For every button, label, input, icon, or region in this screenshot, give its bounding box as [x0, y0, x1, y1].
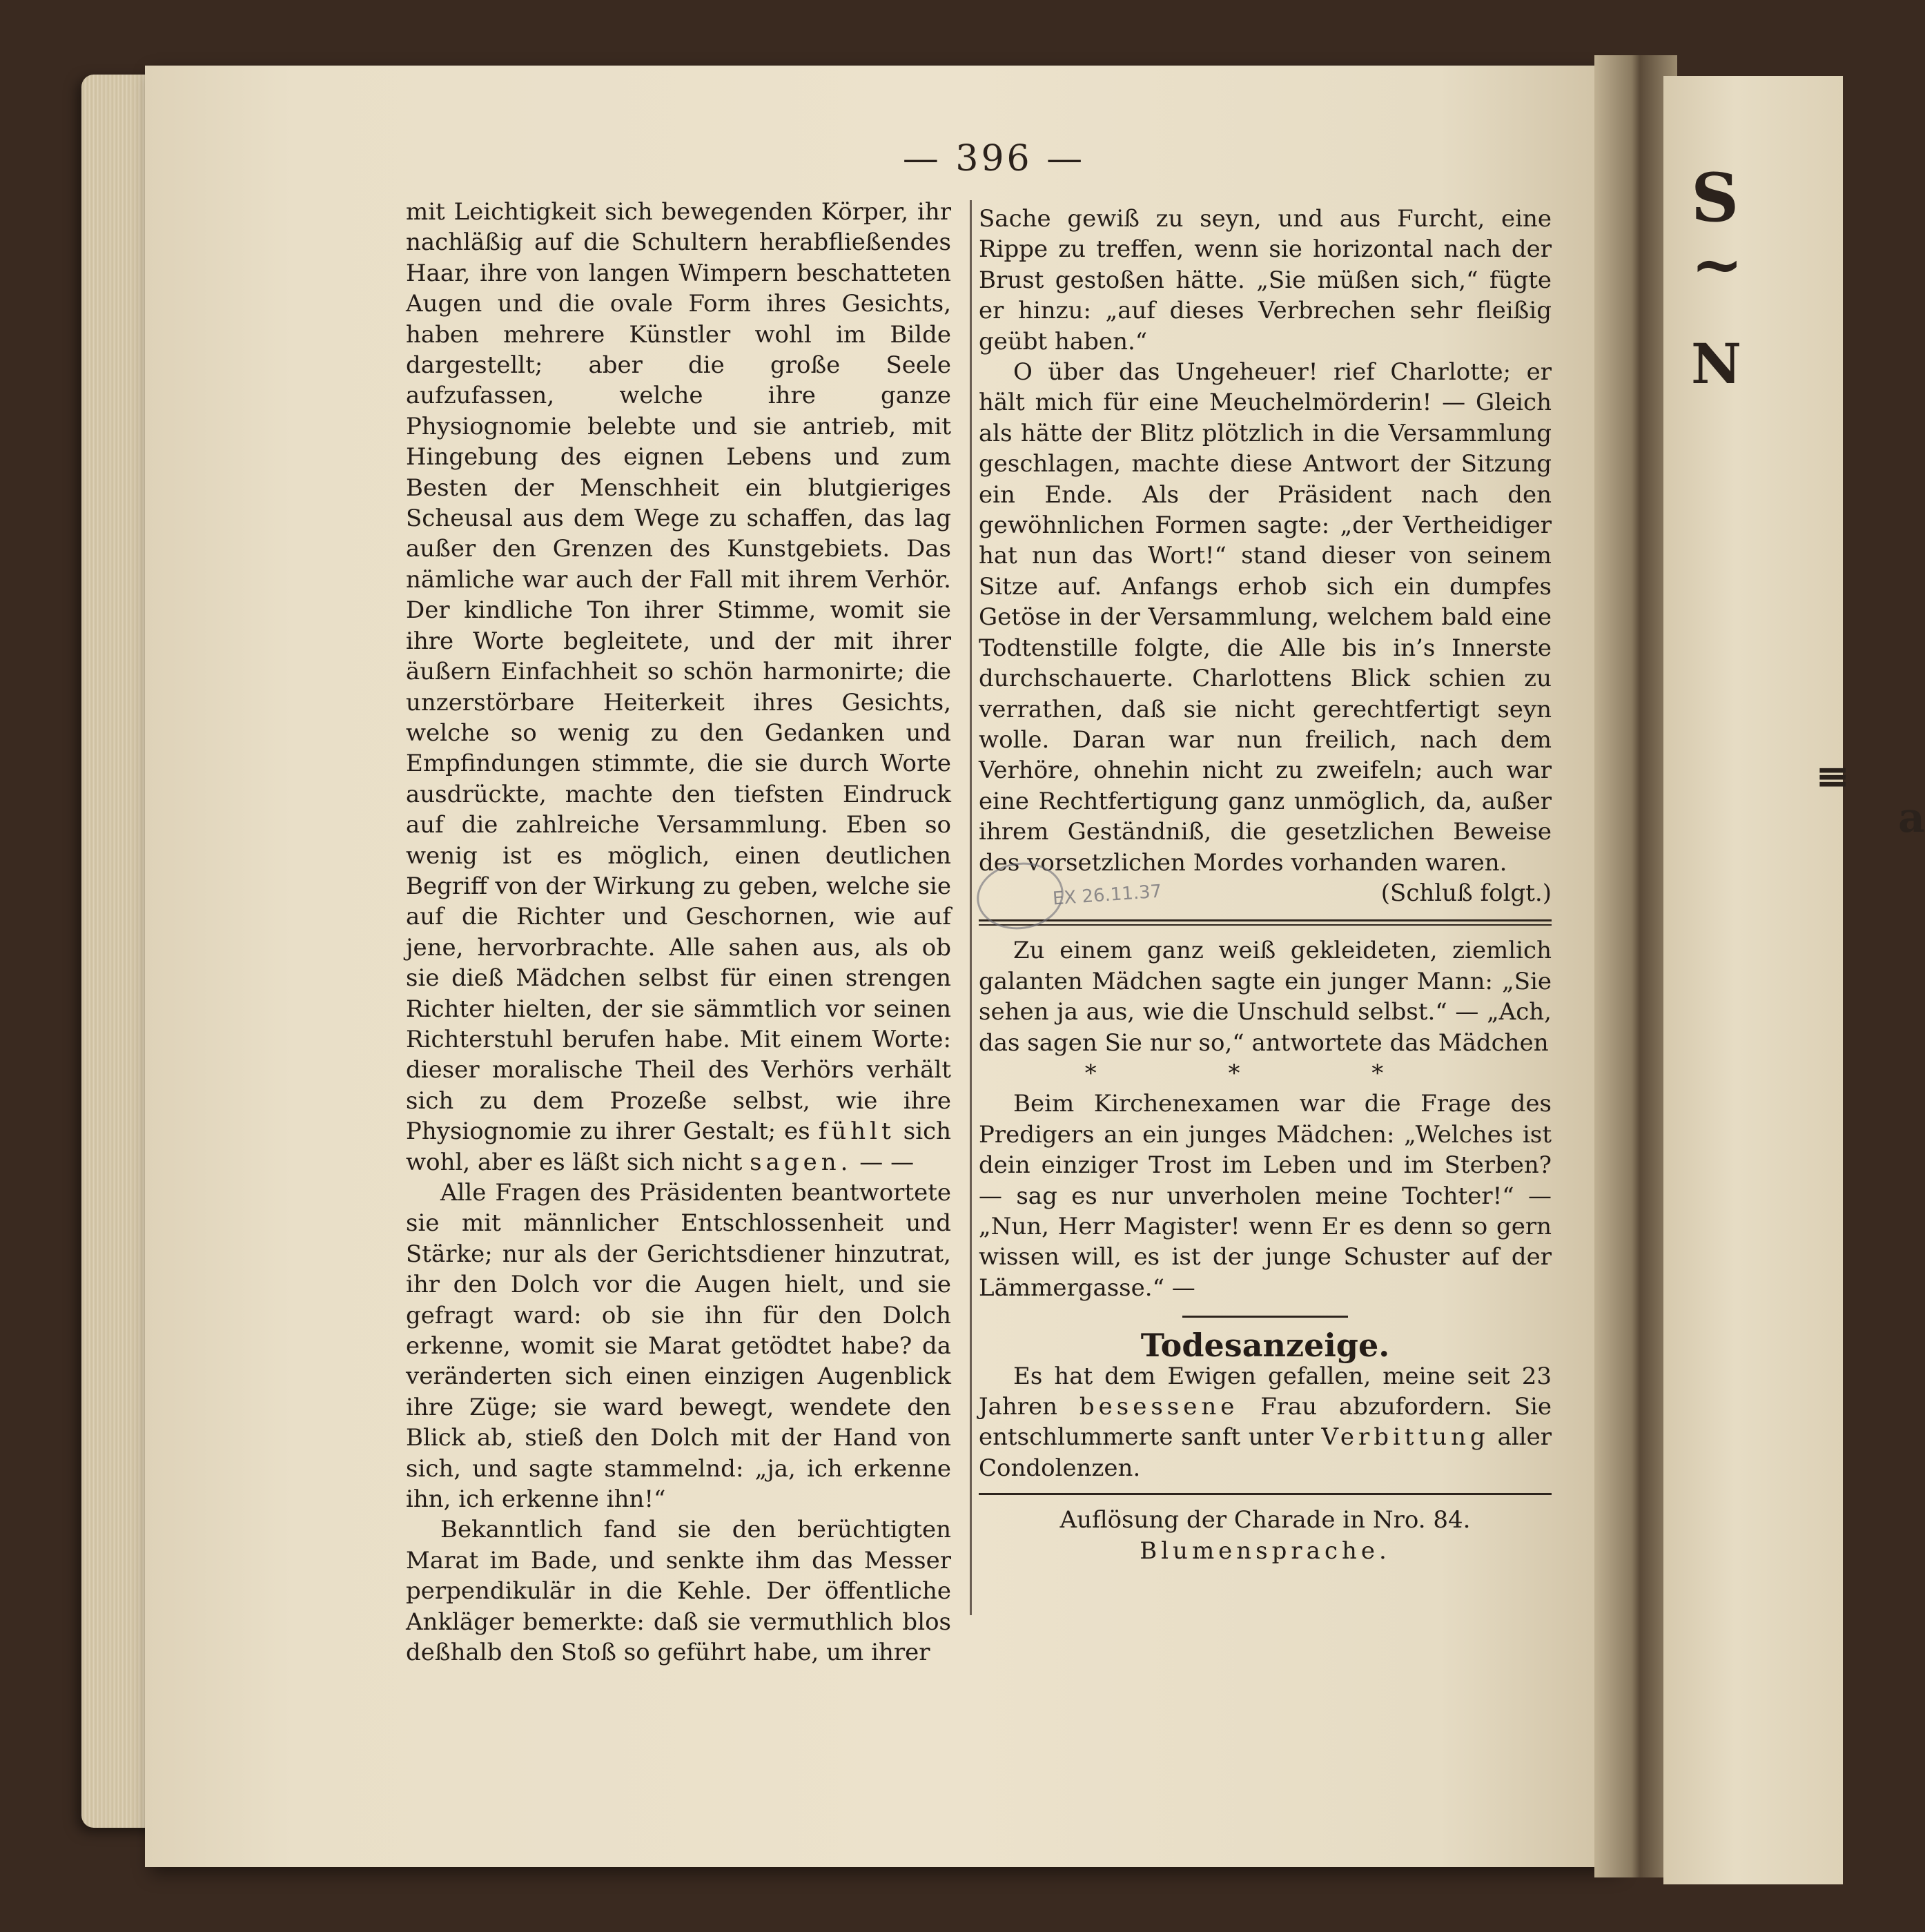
section-divider — [979, 1493, 1552, 1495]
charade-solution-answer: Blumensprache. — [1140, 1536, 1391, 1565]
notice-text: aller Condolenzen. — [979, 1423, 1552, 1482]
emphasized-text: fühlt — [818, 1118, 895, 1146]
notice-heading: Todesanzeige. — [1140, 1327, 1390, 1365]
page-right-partial — [1663, 76, 1925, 1884]
anecdote: Beim Kirchenexamen war die Frage des Predigers an ein junges Mädchen: „Welches ist dein einziger Trost im Leben und im Sterben? — sag es nur unverholen meine Tochter!“ — „Nun, Herr Magister! wenn Er es denn so gern wissen will, es ist der junge Schuster auf der Lämmergasse.“ — — [979, 1090, 1552, 1302]
death-notice — [979, 1361, 1552, 1484]
partial-glyph: ≡ — [1815, 752, 1850, 801]
short-divider — [1182, 1316, 1348, 1318]
paragraph-text: mit Leichtigkeit sich bewegenden Körper, ihr nachläßig auf die Schultern herabfließendes Haar, ihre von langen Wimpern beschatteten Augen und die ovale Form ihres Gesichts, haben mehrere Künstler wohl im Bilde dargestellt; aber die große Seele aufzufassen, welche ihre ganze Physiognomie belebte und sie antrieb, mit Hingebung des eignen Lebens und zum Besten der Menschheit ein blutgieriges Scheusal aus dem Wege zu schaffen, das lag außer den Grenzen des Kunstgebiets. Das nämliche war auch der Fall mit ihrem Verhör. Der kindliche Ton ihrer Stimme, womit sie ihre Worte begleitete, und der mit ihrer äußern Einfachheit so schön harmonirte; die unzerstörbare Heiterkeit ihres Gesichts, welche so wenig zu den Gedanken und Empfindungen stimmte, die sie durch Worte ausdrückte, machte den tiefsten Eindruck auf die zahlreiche Versammlung. Eben so wenig ist es möglich, einen deutlichen Begriff von der Wirkung zu geben, welche sie auf die Richter und Geschornen, wie auf jene, hervorbrachte. Alle sahen aus, als ob sie dieß Mädchen selbst für einen strengen Richter hielten, der sie sämmtlich vor seinen Richterstuhl berufen habe. Mit einem Worte: dieser moralische Theil des Verhörs verhält sich zu dem Prozeße selbst, wie ihre Physiognomie zu ihrer Gestalt; es — [406, 198, 951, 1146]
section-divider — [979, 919, 1552, 926]
charade-solution-line: Auflösung der Charade in Nro. 84. — [1059, 1506, 1471, 1534]
paragraph: Alle Fragen des Präsidenten beantwortete sie mit männlicher Entschlossenheit und Stärke; nur als der Gerichtsdiener hinzutrat, ihr den Dolch vor die Augen hielt, und sie gefragt ward: ob sie ihn für den Dolch erkenne, womit sie Marat getödtet habe? da veränderten sich einen einzigen Augenblick ihre Züge; sie ward bewegt, wendete den Blick ab, stieß den Dolch mit der Hand von sich, und sagte stammelnd: „ja, ich erkenne ihn, ich erkenne ihn!“ — [406, 1179, 951, 1514]
paragraph: Sache gewiß zu seyn, und aus Furcht, eine Rippe zu treffen, wenn sie horizontal nach der Brust gestoßen hätte. „Sie müßen sich,“ fügte er hinzu: „auf dieses Verbrechen sehr fleißig geübt haben.“ — [979, 205, 1552, 355]
asterism: * * * — [1084, 1059, 1446, 1087]
emphasized-text: besessene — [1079, 1393, 1239, 1421]
text-column-left — [406, 197, 951, 1668]
page-number: — 396 — — [902, 138, 1086, 179]
paragraph-text: — — — [859, 1148, 915, 1176]
partial-glyph: a — [1898, 794, 1925, 842]
text-column-right — [979, 204, 1552, 1566]
paragraph-text: sich wohl, aber es läßt sich nicht — [406, 1118, 952, 1176]
emphasized-text: Verbittung — [1321, 1423, 1489, 1452]
library-stamp-text: EX 26.11.37 — [1052, 881, 1163, 910]
anecdote: Zu einem ganz weiß gekleideten, ziemlich galanten Mädchen sagte ein junger Mann: „Sie sehen ja aus, wie die Unschuld selbst.“ — „Ach, das sagen Sie nur so,“ antwortete das Mädchen — [979, 937, 1552, 1057]
continued-note: (Schluß folgt.) — [1380, 879, 1552, 907]
partial-glyph: S — [1691, 159, 1739, 237]
notice-text: Es hat dem Ewigen gefallen, meine seit 23 Jahren — [979, 1362, 1552, 1421]
notice-text: Frau abzufordern. Sie entschlummerte sanft unter — [979, 1393, 1552, 1452]
partial-glyph: ~ — [1691, 228, 1743, 301]
paragraph: O über das Ungeheuer! rief Charlotte; er hält mich für eine Meuchelmörderin! — Gleich als hätte der Blitz plötzlich in die Versammlung geschlagen, machte diese Antwort der Sitzung ein Ende. Als der Präsident nach den gewöhnlichen Formen sagte: „der Vertheidiger hat nun das Wort!“ stand dieser von seinem Sitze auf. Anfangs erhob sich ein dumpfes Getöse in der Versammlung, welchem bald eine Todtenstille folgte, die Alle bis in’s Innerste durchschauerte. Charlottens Blick schien zu verrathen, daß sie nicht gerechtfertigt seyn wolle. Daran war nun freilich, nach dem Verhöre, ohnehin nicht zu zweifeln; auch war eine Rechtfertigung ganz unmöglich, da, außer ihrem Geständniß, die gesetzlichen Beweise des vorsetzlichen Mordes vorhanden waren. — [979, 358, 1552, 877]
paragraph — [406, 197, 951, 1178]
column-divider — [970, 200, 972, 1615]
paragraph: Bekanntlich fand sie den berüchtigten Marat im Bade, und senkte ihm das Messer perpendikulär in die Kehle. Der öffentliche Ankläger bemerkte: daß sie vermuthlich blos deßhalb den Stoß so geführt habe, um ihrer — [406, 1516, 951, 1667]
partial-glyph: N — [1691, 331, 1742, 396]
emphasized-text: sagen. — [750, 1148, 852, 1176]
